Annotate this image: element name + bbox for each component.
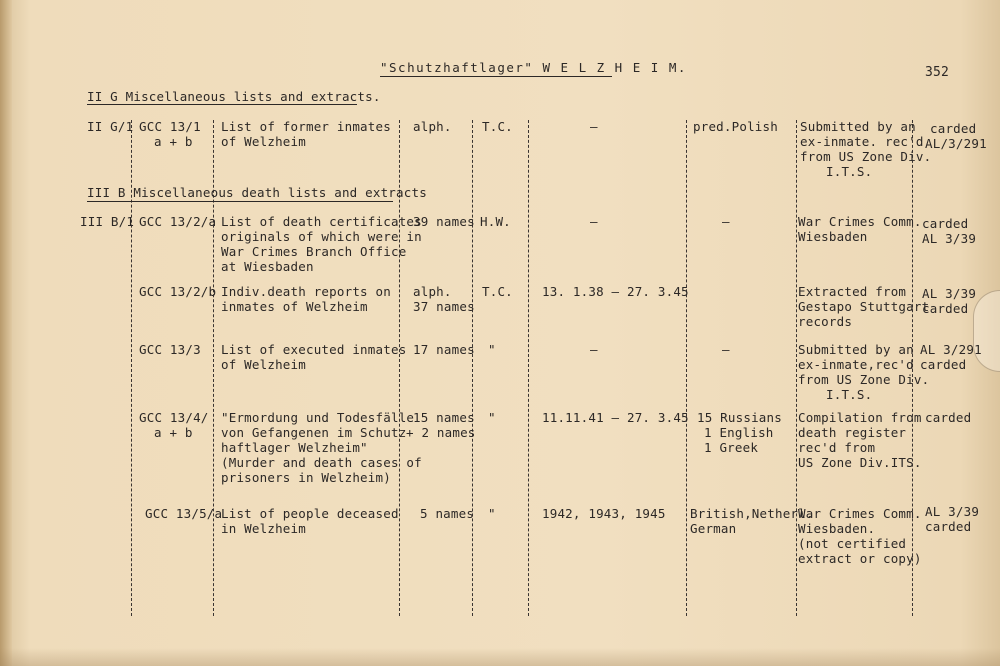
row-source: Extracted from (798, 284, 907, 299)
row-description: List of executed inmates (221, 342, 407, 357)
row-arrangement: 17 names (413, 342, 475, 357)
column-rule (528, 120, 529, 616)
row-ref: GCC 13/1 (139, 119, 201, 134)
row-description: List of death certificates (221, 214, 422, 229)
row-ref: GCC 13/4/ (139, 410, 209, 425)
row-period: – (590, 119, 598, 134)
row-form: " (488, 506, 496, 521)
row-source: death register (798, 425, 907, 440)
row-nationality: pred.Polish (693, 119, 778, 134)
row-source: War Crimes Comm. (798, 506, 922, 521)
row-source: War Crimes Comm. (798, 214, 922, 229)
section-heading-ii-g: II G Miscellaneous lists and extracts. (87, 89, 381, 104)
row-form: H.W. (480, 214, 511, 229)
row-period: – (590, 214, 598, 229)
row-description: at Wiesbaden (221, 259, 314, 274)
row-arrangement: + 2 names (406, 425, 476, 440)
row-source: Gestapo Stuttgart (798, 299, 930, 314)
row-status: carded (930, 121, 977, 136)
row-source: rec'd from (798, 440, 876, 455)
row-arrangement: 15 names (413, 410, 475, 425)
row-arrangement: 37 names (413, 299, 475, 314)
row-form: T.C. (482, 284, 513, 299)
row-period: 11.11.41 – 27. 3.45 (542, 410, 689, 425)
row-ref: GCC 13/3 (139, 342, 201, 357)
row-description: List of people deceased (221, 506, 399, 521)
row-status: carded (925, 519, 972, 534)
row-ref: GCC 13/5/a (145, 506, 223, 521)
page-binding-edge (0, 0, 12, 666)
row-code: II G/1 (87, 119, 134, 134)
row-description: in Welzheim (221, 521, 306, 536)
row-nationality: 1 English (704, 425, 774, 440)
row-status: AL/3/291 (925, 136, 987, 151)
row-nationality: 15 Russians (697, 410, 782, 425)
row-nationality: – (722, 214, 730, 229)
row-period: – (590, 342, 598, 357)
row-arrangement: alph. (413, 284, 452, 299)
row-description: haftlager Welzheim" (221, 440, 368, 455)
page-bottom-shadow (0, 648, 1000, 666)
row-form: T.C. (482, 119, 513, 134)
section-heading-iii-b: III B Miscellaneous death lists and extracts (87, 185, 427, 200)
row-arrangement: 39 names (413, 214, 475, 229)
section-heading-underline (87, 201, 393, 202)
row-status: AL 3/291 (920, 342, 982, 357)
row-ref: GCC 13/2/b (139, 284, 217, 299)
row-source: ex-inmate. rec'd (800, 134, 924, 149)
column-rule (796, 120, 797, 616)
row-status: AL 3/39 (925, 504, 980, 519)
row-source: I.T.S. (826, 387, 873, 402)
row-code: III B/1 (80, 214, 135, 229)
row-source: Submitted by an (800, 119, 916, 134)
row-description: War Crimes Branch Office (221, 244, 407, 259)
row-nationality: German (690, 521, 737, 536)
row-source: records (798, 314, 853, 329)
row-source: from US Zone Div. (800, 149, 932, 164)
row-status: carded (925, 410, 972, 425)
row-source: I.T.S. (826, 164, 873, 179)
row-arrangement: alph. (413, 119, 452, 134)
row-description: of Welzheim (221, 134, 306, 149)
row-status: AL 3/39 (922, 286, 977, 301)
row-status: carded (922, 216, 969, 231)
row-description: inmates of Welzheim (221, 299, 368, 314)
row-description: "Ermordung und Todesfälle (221, 410, 415, 425)
row-form: " (488, 342, 496, 357)
row-source: Wiesbaden (798, 229, 868, 244)
page-title: "Schutzhaftlager" W E L Z H E I M. (380, 60, 687, 75)
row-source: from US Zone Div. (798, 372, 930, 387)
title-underline (380, 76, 612, 77)
row-source: ex-inmate,rec'd (798, 357, 914, 372)
row-source: US Zone Div.ITS. (798, 455, 922, 470)
row-ref: GCC 13/2/a (139, 214, 217, 229)
row-arrangement: 5 names (420, 506, 475, 521)
row-description: von Gefangenen im Schutz- (221, 425, 415, 440)
row-description: of Welzheim (221, 357, 306, 372)
column-rule (686, 120, 687, 616)
row-description: List of former inmates (221, 119, 391, 134)
row-source: Submitted by an (798, 342, 914, 357)
row-nationality: – (722, 342, 730, 357)
row-source: Compilation from (798, 410, 922, 425)
row-description: Indiv.death reports on (221, 284, 391, 299)
row-period: 1942, 1943, 1945 (542, 506, 666, 521)
section-heading-underline (87, 104, 357, 105)
column-rule (472, 120, 473, 616)
row-source: Wiesbaden. (798, 521, 876, 536)
row-nationality: British,Netherl. (690, 506, 814, 521)
row-source: extract or copy) (798, 551, 922, 566)
row-period: 13. 1.38 – 27. 3.45 (542, 284, 689, 299)
row-description: originals of which were in (221, 229, 422, 244)
page-curl (973, 290, 1000, 372)
row-ref: a + b (154, 134, 193, 149)
row-status: carded (922, 301, 969, 316)
row-status: carded (920, 357, 967, 372)
row-nationality: 1 Greek (704, 440, 759, 455)
row-description: prisoners in Welzheim) (221, 470, 391, 485)
row-description: (Murder and death cases of (221, 455, 422, 470)
page-number: 352 (925, 65, 950, 80)
row-form: " (488, 410, 496, 425)
row-ref: a + b (154, 425, 193, 440)
row-status: AL 3/39 (922, 231, 977, 246)
row-source: (not certified (798, 536, 907, 551)
